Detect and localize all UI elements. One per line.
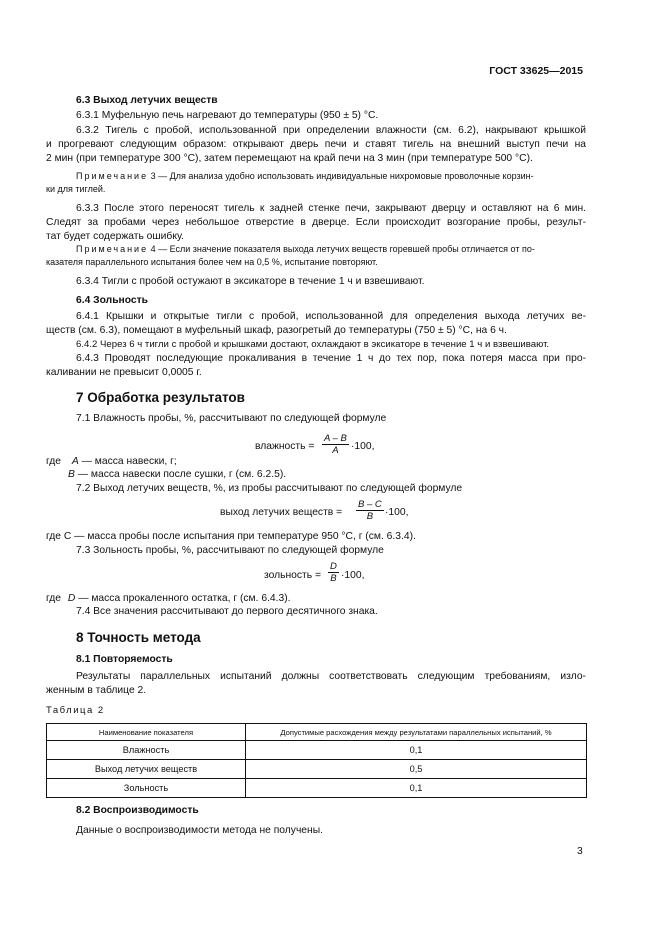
table-row xyxy=(47,779,587,798)
table-cell: 0,5 xyxy=(246,760,587,779)
para-6-4-3-line2: каливании не превысит 0,0005 г. xyxy=(46,367,202,378)
note-3-text: 3 — Для анализа удобно использовать индивидуальные нихромовые проволочные корзин- xyxy=(148,171,534,181)
table-header-row xyxy=(47,724,587,741)
para-6-3-1: 6.3.1 Муфельную печь нагревают до температуры (950 ± 5) °С. xyxy=(76,110,379,121)
formula-moisture-denominator: A xyxy=(332,445,339,456)
table-row xyxy=(47,741,587,760)
para-6-3-2-line2: и прогревают следующим образом: открывают дверь печи и ставят тигель на внешний выступ печи на xyxy=(46,139,586,150)
para-7-4: 7.4 Все значения рассчитывают до первого десятичного знака. xyxy=(76,606,378,617)
page-number: 3 xyxy=(577,846,583,857)
table-header-cell: Наименование показателя xyxy=(47,724,246,741)
para-6-3-2-line3: 2 мин (при температуре 300 °С), затем перемещают на край печи на 3 мин (при температуре 500 °С). xyxy=(46,153,533,164)
para-6-4-3-line1: 6.4.3 Проводят последующие прокаливания в течение 1 ч до тех пор, пока потеря масса при про- xyxy=(76,353,586,364)
para-7-2: 7.2 Выход летучих веществ, %, из пробы рассчитывают по следующей формуле xyxy=(76,483,463,494)
where-a-prefix: где xyxy=(46,456,64,467)
table-header-cell: Допустимые расхождения между результатами параллельных испытаний, % xyxy=(246,724,587,741)
note-3-line1 xyxy=(76,170,534,182)
formula-ash-lhs: зольность = xyxy=(264,570,321,581)
where-b-text: — масса навески после сушки, г (см. 6.2.5). xyxy=(74,469,287,480)
where-a-symbol: A xyxy=(71,456,79,467)
table-cell: Выход летучих веществ xyxy=(47,760,246,779)
formula-moisture-lhs: влажность = xyxy=(255,441,315,452)
note-4-line2: казателя параллельного испытания более чем на 0,5 %, испытание повторяют. xyxy=(46,257,378,267)
section-7-title: 7 Обработка результатов xyxy=(76,390,245,405)
table-cell: Влажность xyxy=(47,741,246,760)
table-cell: 0,1 xyxy=(246,779,587,798)
precision-table xyxy=(46,723,587,798)
formula-moisture-numerator: A – B xyxy=(324,433,347,444)
where-a-text: — масса навески, г; xyxy=(78,456,177,467)
para-6-3-3-line1: 6.3.3 После этого переносят тигель к задней стенке печи, закрывают дверцу и оставляют на 6 мин. xyxy=(76,203,586,214)
formula-ash-fraction xyxy=(328,561,339,584)
formula-volatile-tail: ·100, xyxy=(385,507,409,518)
para-6-4-2: 6.4.2 Через 6 ч тигли с пробой и крышками достают, охлаждают в эксикаторе в течение 1 ч и взвешивают. xyxy=(76,339,550,350)
para-6-3-3-line3: тат будет содержать ошибку. xyxy=(46,231,184,242)
para-8-1-line2: женным в таблице 2. xyxy=(46,685,147,696)
formula-volatile-numerator: B – C xyxy=(358,499,382,510)
table-cell: Зольность xyxy=(47,779,246,798)
note-4-line1 xyxy=(76,243,535,255)
formula-moisture-fraction xyxy=(322,433,349,456)
section-6-4-title: 6.4 Зольность xyxy=(76,295,149,306)
where-b-symbol: B xyxy=(68,469,75,480)
where-d xyxy=(46,592,291,606)
section-8-title: 8 Точность метода xyxy=(76,630,201,645)
formula-ash-denominator: B xyxy=(330,573,337,584)
para-6-3-2-line1: 6.3.2 Тигель с пробой, использованной при определении влажности (см. 6.2), накрывают крышкой xyxy=(76,125,586,136)
formula-volatile-lhs: выход летучих веществ = xyxy=(220,507,343,518)
table-cell: 0,1 xyxy=(246,741,587,760)
para-7-3: 7.3 Зольность пробы, %, рассчитывают по следующей формуле xyxy=(76,545,384,556)
where-c: где С — масса пробы после испытания при температуре 950 °С, г (см. 6.3.4). xyxy=(46,531,416,542)
where-d-text: — масса прокаленного остатка, г (см. 6.4.3). xyxy=(75,593,291,604)
formula-moisture-tail: ·100, xyxy=(351,441,375,452)
where-a xyxy=(46,455,177,469)
para-6-4-1-line2: ществ (см. 6.3), помещают в муфельный шкаф, разогретый до температуры (750 ± 5) °С, на 6 ч. xyxy=(46,325,507,336)
section-6-3-title: 6.3 Выход летучих веществ xyxy=(76,95,218,106)
doc-id: ГОСТ 33625—2015 xyxy=(489,65,583,77)
para-6-3-3-line2: Следят за пробами через небольшое отверстие в дверце. Если происходит возгорание пробы, результ- xyxy=(46,217,586,228)
formula-ash-numerator: D xyxy=(330,561,337,572)
para-7-1: 7.1 Влажность пробы, %, рассчитывают по следующей формуле xyxy=(76,413,387,424)
section-8-1-title: 8.1 Повторяемость xyxy=(76,654,173,665)
note-4-text: 4 — Если значение показателя выхода летучих веществ горевшей пробы отличается от по- xyxy=(148,244,535,254)
formula-ash-tail: ·100, xyxy=(341,570,365,581)
table-row xyxy=(47,760,587,779)
where-d-prefix: где xyxy=(46,593,64,604)
note-4-label: Примечание xyxy=(76,244,149,254)
formula-volatile-fraction xyxy=(356,499,384,522)
where-d-symbol: D xyxy=(67,593,76,604)
para-8-2: Данные о воспроизводимости метода не получены. xyxy=(76,825,323,836)
where-b xyxy=(68,468,286,482)
para-8-1-line1: Результаты параллельных испытаний должны соответствовать следующим требованиям, изло- xyxy=(76,671,586,682)
table-caption: Таблица 2 xyxy=(46,705,105,716)
formula-volatile-denominator: B xyxy=(366,511,374,522)
note-3-line2: ки для тиглей. xyxy=(46,184,106,194)
section-8-2-title: 8.2 Воспроизводимость xyxy=(76,805,199,816)
para-6-4-1-line1: 6.4.1 Крышки и открытые тигли с пробой, использованной для определения выхода летучих ве- xyxy=(76,311,586,322)
note-3-label: Примечание xyxy=(76,171,149,181)
para-6-3-4: 6.3.4 Тигли с пробой остужают в эксикаторе в течение 1 ч и взвешивают. xyxy=(76,276,425,287)
